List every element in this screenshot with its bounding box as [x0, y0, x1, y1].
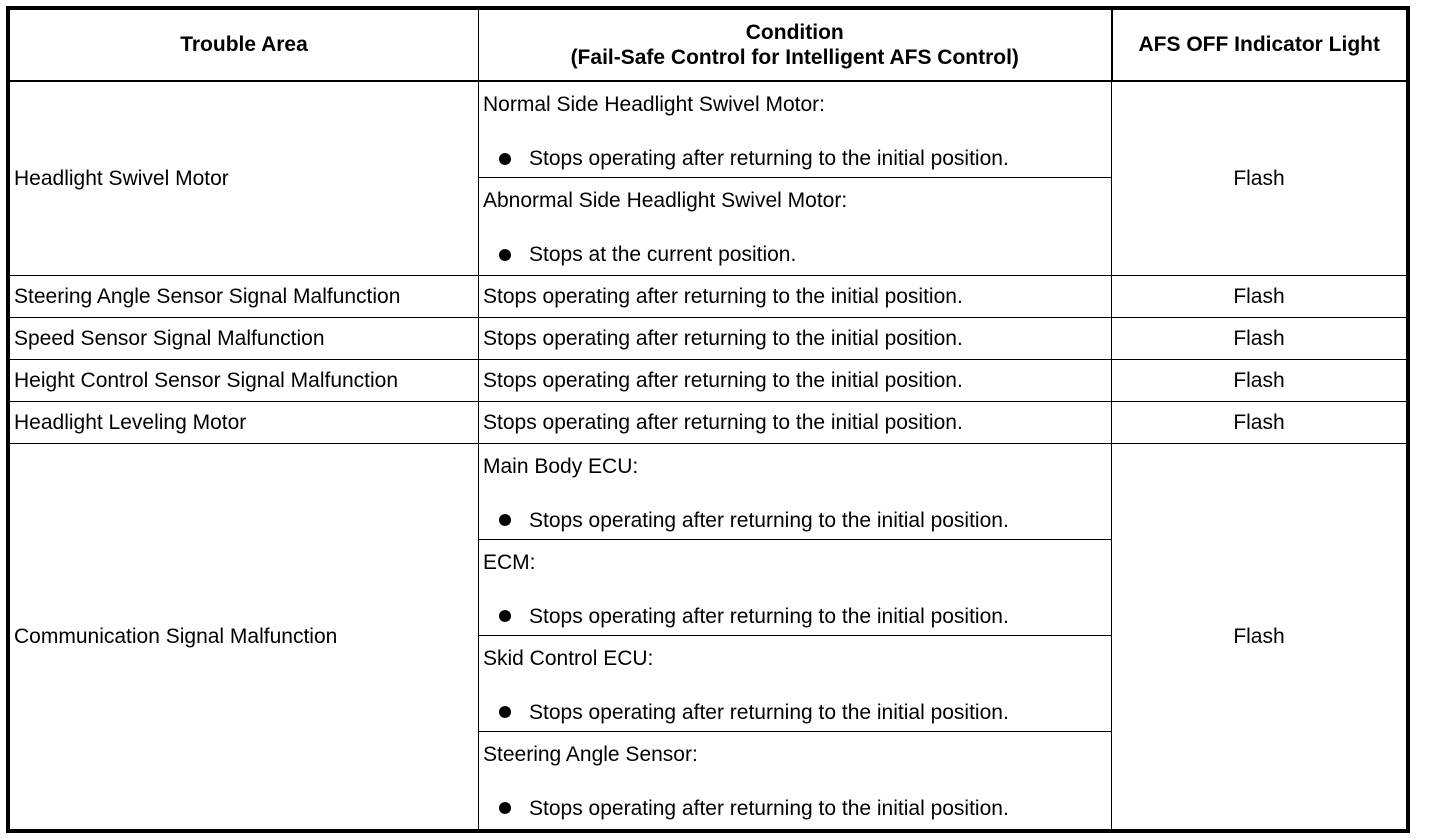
indicator-light-cell: Flash: [1112, 275, 1407, 317]
condition-bullet: [483, 146, 1107, 171]
bullet-dot-icon: [499, 802, 511, 814]
condition-sub-title: Main Body ECU:: [483, 454, 639, 478]
condition-cell: Stops operating after returning to the initial position.: [479, 275, 1112, 317]
condition-cell: Stops operating after returning to the initial position.: [479, 317, 1112, 359]
table-row: [10, 401, 1407, 443]
condition-cell: Stops operating after returning to the initial position.: [479, 401, 1112, 443]
condition-bullet: [483, 700, 1107, 725]
condition-sub-title: Steering Angle Sensor:: [483, 742, 698, 766]
condition-sub-title: Skid Control ECU:: [483, 646, 654, 670]
condition-sub-item: [479, 540, 1111, 636]
header-row: [10, 10, 1407, 82]
condition-sub-item: [479, 444, 1111, 540]
condition-bullet-text: Stops operating after returning to the initial position.: [529, 796, 1009, 820]
condition-bullet-text: Stops at the current position.: [529, 243, 797, 266]
header-condition: [479, 10, 1112, 82]
bullet-dot-icon: [499, 610, 511, 622]
indicator-light-cell: Flash: [1112, 81, 1407, 275]
table-row: [10, 359, 1407, 401]
condition-sub-title: Abnormal Side Headlight Swivel Motor:: [483, 189, 848, 212]
condition-bullet: [483, 508, 1107, 533]
condition-bullet: [483, 242, 1107, 267]
trouble-area-cell: Headlight Swivel Motor: [10, 81, 479, 275]
table-row: [10, 275, 1407, 317]
condition-cell: [479, 81, 1112, 275]
condition-sub-item: [479, 732, 1111, 828]
indicator-light-cell: Flash: [1112, 317, 1407, 359]
condition-bullet-text: Stops operating after returning to the initial position.: [529, 147, 1009, 170]
table-row: [10, 317, 1407, 359]
bullet-dot-icon: [499, 706, 511, 718]
bullet-dot-icon: [499, 153, 511, 165]
fail-safe-table-frame: [6, 6, 1410, 833]
trouble-area-cell: Speed Sensor Signal Malfunction: [10, 317, 479, 359]
condition-sub-item: [479, 636, 1111, 732]
indicator-light-cell: Flash: [1112, 359, 1407, 401]
indicator-light-cell: Flash: [1112, 401, 1407, 443]
condition-bullet-text: Stops operating after returning to the initial position.: [529, 604, 1009, 628]
condition-bullet-text: Stops operating after returning to the initial position.: [529, 508, 1009, 532]
bullet-dot-icon: [499, 249, 511, 261]
condition-bullet-text: Stops operating after returning to the initial position.: [529, 700, 1009, 724]
trouble-area-cell: Headlight Leveling Motor: [10, 401, 479, 443]
bullet-dot-icon: [499, 514, 511, 526]
condition-cell: Stops operating after returning to the initial position.: [479, 359, 1112, 401]
trouble-area-cell: Steering Angle Sensor Signal Malfunction: [10, 275, 479, 317]
condition-sub-title: Normal Side Headlight Swivel Motor:: [483, 93, 825, 116]
table-row: [10, 81, 1407, 275]
table-row: [10, 443, 1407, 829]
header-condition-line1: Condition: [745, 20, 844, 44]
trouble-area-cell: Communication Signal Malfunction: [10, 443, 479, 829]
indicator-light-cell: Flash: [1112, 443, 1407, 829]
header-trouble-area: Trouble Area: [10, 10, 479, 82]
condition-sub-item: [479, 178, 1111, 274]
condition-cell: [479, 443, 1112, 829]
condition-bullet: [483, 604, 1107, 629]
condition-sub-item: [479, 82, 1111, 178]
trouble-area-cell: Height Control Sensor Signal Malfunction: [10, 359, 479, 401]
header-indicator-light: AFS OFF Indicator Light: [1112, 10, 1407, 82]
condition-sub-title: ECM:: [483, 550, 536, 574]
condition-bullet: [483, 796, 1107, 821]
fail-safe-table: [9, 9, 1407, 830]
header-condition-line2: (Fail-Safe Control for Intelligent AFS Control): [570, 46, 1019, 69]
